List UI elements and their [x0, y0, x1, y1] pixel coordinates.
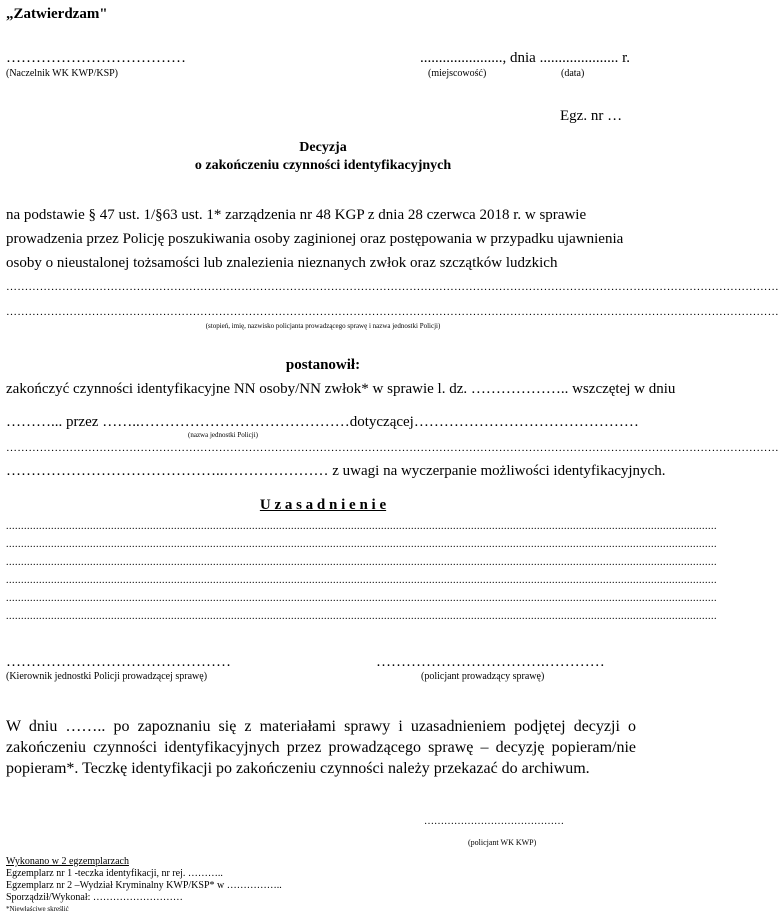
officer-dotted-line-1: ………………………………………………………………………………………………………………………………………………………………………………………	[6, 281, 779, 293]
chief-caption: (Naczelnik WK KWP/KSP)	[6, 68, 119, 79]
unit-caption: (nazwa jednostki Policji)	[188, 431, 258, 439]
prepared-by: Sporządził/Wykonał: ………………………	[6, 892, 183, 903]
officer-signature-caption: (policjant prowadzący sprawę)	[421, 671, 545, 682]
officer-caption: (stopień, imię, nazwisko policjanta prowadzącego sprawę i nazwa jednostki Policji)	[205, 322, 441, 330]
decision-heading: postanowił:	[285, 357, 361, 373]
officer-dotted-line-2: ………………………………………………………………………………………………………………………………………………………………………………………	[6, 306, 779, 318]
place-date-line: ......................, dnia ..................... r.	[420, 50, 630, 66]
decision-line-2: ………... przez ……..……………………………………dotyczącej………………………………………	[6, 414, 639, 430]
justification-line-5: .............................................................................................................................................................................................................................................	[6, 593, 717, 604]
decision-dotted-line-3: ………………………………………………………………………………………………………………………………………………………………………………………	[6, 442, 779, 454]
acknowledgement-paragraph: W dniu …….. po zapoznaniu się z materiałami sprawy i uzasadnieniem podjętej decyzji o zakończeniu czynności identyfikacyjnych przez prowadzącego sprawę – decyzję popieram/nie popieram*. Teczkę identyfikacji po zakończeniu czynności należy przekazać do archiwum.	[6, 718, 636, 777]
copy-number: Egz. nr …	[560, 108, 623, 124]
copy-2-destination: Egzemplarz nr 2 –Wydział Kryminalny KWP/KSP* w ……………..	[6, 880, 282, 891]
document-subtitle: o zakończeniu czynności identyfikacyjnych	[194, 158, 452, 173]
justification-line-2: .............................................................................................................................................................................................................................................	[6, 539, 717, 550]
wk-officer-caption: (policjant WK KWP)	[468, 838, 537, 847]
decision-line-1: zakończyć czynności identyfikacyjne NN osoby/NN zwłok* w sprawie l. dz. ……………….. wszczętej w dniu	[6, 381, 676, 397]
place-caption: (miejscowość)	[428, 68, 487, 79]
legal-basis-paragraph: na podstawie § 47 ust. 1/§63 ust. 1* zarządzenia nr 48 KGP z dnia 28 czerwca 2018 r. w sprawie prowadzenia przez Policję poszukiwania osoby zaginionej oraz postępowania w przypadku ujawnienia osoby o nieustalonej tożsamości lub znalezienia nieznanych zwłok oraz szczątków ludzkich	[6, 207, 624, 271]
justification-line-3: .............................................................................................................................................................................................................................................	[6, 557, 717, 568]
chief-signature-line: ………………………………	[6, 50, 186, 66]
wk-officer-signature-line: ……………………………………	[424, 816, 564, 827]
justification-heading: U z a s a d n i e n i e	[259, 497, 387, 513]
justification-line-1: .............................................................................................................................................................................................................................................	[6, 521, 717, 532]
decision-line-4: ……………………………………..………………… z uwagi na wyczerpanie możliwości identyfikacyjnych.	[6, 463, 666, 479]
officer-signature-line: …………………………….…………	[376, 654, 605, 670]
approve-label: „Zatwierdzam"	[6, 6, 108, 22]
document-title: Decyzja	[299, 140, 347, 155]
footnote: *Niewłaściwe skreślić	[6, 905, 69, 913]
date-caption: (data)	[561, 68, 585, 79]
copy-1-destination: Egzemplarz nr 1 -teczka identyfikacji, nr rej. ………..	[6, 868, 223, 879]
unit-head-signature-line: ………………………………………	[6, 654, 231, 670]
justification-line-4: .............................................................................................................................................................................................................................................	[6, 575, 717, 586]
justification-line-6: .............................................................................................................................................................................................................................................	[6, 611, 717, 622]
unit-head-caption: (Kierownik jednostki Policji prowadzącej sprawę)	[6, 671, 208, 682]
copies-count: Wykonano w 2 egzemplarzach	[6, 856, 129, 867]
